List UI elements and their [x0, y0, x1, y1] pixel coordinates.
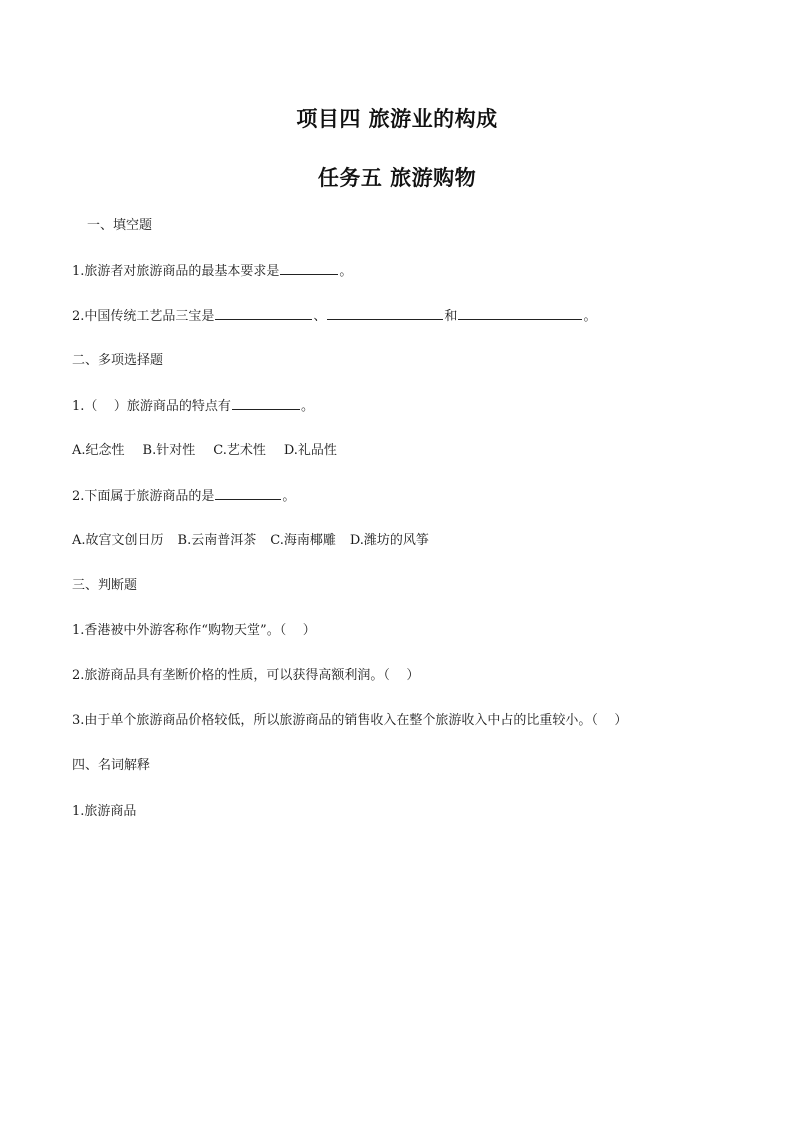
- project-title: 项目四 旅游业的构成: [296, 107, 498, 131]
- judge-question-1: 1.香港被中外游客称作“购物天堂”。（ ）: [72, 623, 316, 638]
- answer-blank[interactable]: [215, 487, 281, 500]
- option-b[interactable]: B.云南普洱茶: [177, 533, 257, 548]
- answer-blank[interactable]: [458, 307, 582, 320]
- option-a[interactable]: A.纪念性: [72, 443, 125, 458]
- judge-question-3: 3.由于单个旅游商品价格较低，所以旅游商品的销售收入在整个旅游收入中占的比重较小。（ ）: [72, 713, 628, 728]
- option-d[interactable]: D.潍坊的风筝: [349, 533, 429, 548]
- term-question-1: 1.旅游商品: [72, 804, 137, 819]
- answer-blank[interactable]: [327, 307, 443, 320]
- section-heading-judge: 三、判断题: [72, 578, 138, 593]
- multi-question-2-options: [72, 532, 429, 550]
- section-heading-term: 四、名词解释: [72, 758, 151, 773]
- separator: 和: [444, 309, 458, 324]
- option-b[interactable]: B.针对性: [142, 443, 196, 458]
- question-text: 2.下面属于旅游商品的是: [72, 489, 215, 504]
- task-title: 任务五 旅游购物: [317, 166, 477, 190]
- multi-question-1-options: [72, 442, 337, 460]
- multi-question-2: [72, 487, 295, 506]
- fill-question-2: [72, 307, 596, 326]
- question-suffix: 。: [300, 399, 314, 414]
- option-a[interactable]: A.故宫文创日历: [72, 533, 164, 548]
- question-suffix: 。: [339, 264, 353, 279]
- option-c[interactable]: C.艺术性: [213, 443, 266, 458]
- answer-blank[interactable]: [215, 307, 312, 320]
- question-suffix: 。: [282, 489, 296, 504]
- question-text: 1.（ ）旅游商品的特点有: [72, 399, 231, 414]
- separator: 、: [313, 309, 327, 324]
- fill-question-1: [72, 262, 352, 281]
- option-c[interactable]: C.海南椰雕: [270, 533, 336, 548]
- question-text: 1.旅游者对旅游商品的最基本要求是: [72, 264, 280, 279]
- judge-question-2: 2.旅游商品具有垄断价格的性质，可以获得高额利润。（ ）: [72, 668, 420, 683]
- question-text: 2.中国传统工艺品三宝是: [72, 309, 215, 324]
- question-suffix: 。: [583, 309, 597, 324]
- answer-blank[interactable]: [232, 397, 300, 410]
- section-heading-multi: 二、多项选择题: [72, 353, 164, 368]
- answer-blank[interactable]: [280, 262, 338, 275]
- section-heading-fill: 一、填空题: [87, 218, 153, 233]
- multi-question-1: [72, 397, 314, 416]
- option-d[interactable]: D.礼品性: [283, 443, 337, 458]
